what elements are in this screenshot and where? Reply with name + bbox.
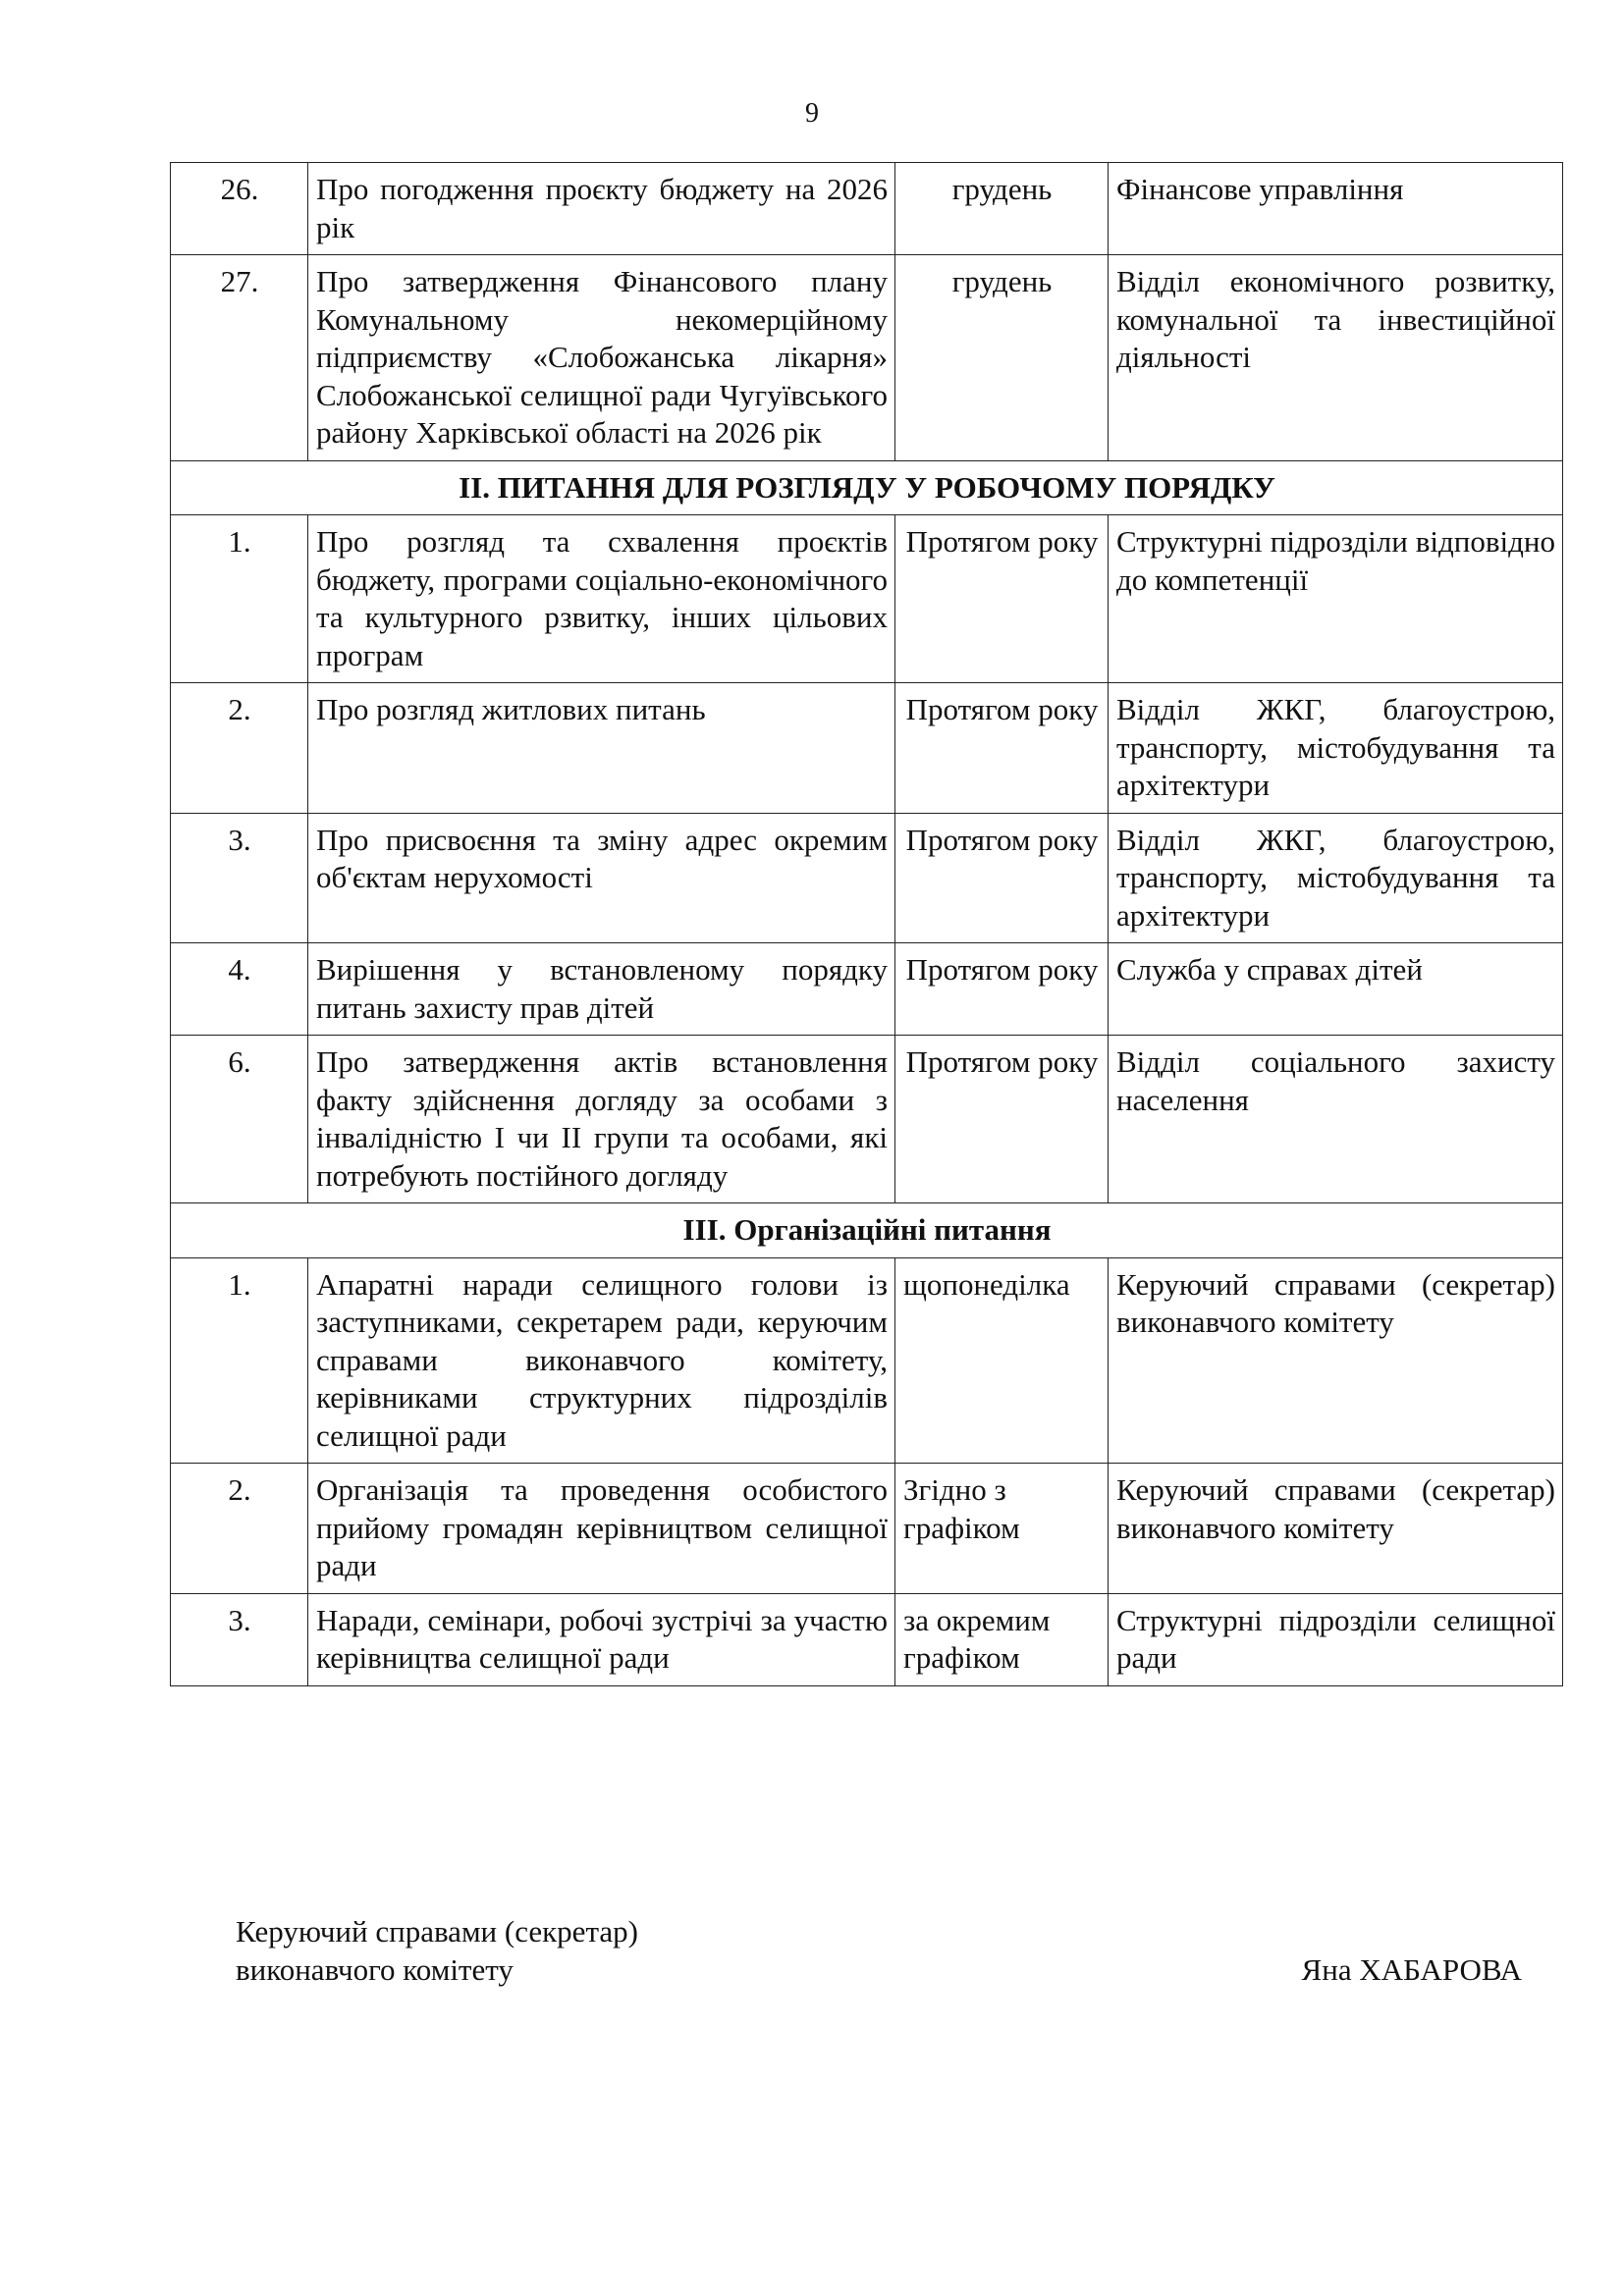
row-number: 4. <box>171 943 308 1036</box>
work-plan-table <box>170 162 1563 1686</box>
row-term: Протягом року <box>895 515 1109 683</box>
signatory-position-line2: виконавчого комітету <box>236 1951 514 1987</box>
row-responsible: Служба у справах дітей <box>1109 943 1563 1036</box>
table-row <box>171 1257 1563 1464</box>
row-topic: Про присвоєння та зміну адрес окремим об'єктам нерухомості <box>308 813 895 943</box>
row-term: грудень <box>895 163 1109 255</box>
row-term: Протягом року <box>895 1036 1109 1203</box>
table-row <box>171 1036 1563 1203</box>
row-number: 1. <box>171 1257 308 1464</box>
row-responsible: Відділ ЖКГ, благоустрою, транспорту, містобудування та архітектури <box>1109 813 1563 943</box>
row-topic: Про розгляд та схвалення проєктів бюджету, програми соціально-економічного та культурного рзвитку, інших цільових програм <box>308 515 895 683</box>
table-row <box>171 943 1563 1036</box>
section-header-row <box>171 1203 1563 1258</box>
row-responsible: Структурні підрозділи селищної ради <box>1109 1593 1563 1685</box>
row-term: за окремим графіком <box>895 1593 1109 1685</box>
row-term: Протягом року <box>895 683 1109 814</box>
row-number: 3. <box>171 813 308 943</box>
row-number: 1. <box>171 515 308 683</box>
table-row <box>171 1593 1563 1685</box>
row-topic: Організація та проведення особистого прийому громадян керівництвом селищної ради <box>308 1464 895 1594</box>
row-topic: Апаратні наради селищного голови із заступниками, секретарем ради, керуючим справами виконавчого комітету, керівниками структурних підрозділів селищної ради <box>308 1257 895 1464</box>
row-term: Протягом року <box>895 813 1109 943</box>
row-responsible: Керуючий справами (секретар) виконавчого комітету <box>1109 1257 1563 1464</box>
table-row <box>171 1464 1563 1594</box>
row-number: 2. <box>171 683 308 814</box>
section-header-row <box>171 460 1563 515</box>
row-topic: Наради, семінари, робочі зустрічі за участю керівництва селищної ради <box>308 1593 895 1685</box>
row-number: 2. <box>171 1464 308 1594</box>
row-term: Протягом року <box>895 943 1109 1036</box>
row-topic: Про погодження проєкту бюджету на 2026 рік <box>308 163 895 255</box>
row-responsible: Відділ економічного розвитку, комунальної та інвестиційної діяльності <box>1109 255 1563 461</box>
row-topic: Про затвердження актів встановлення факту здійснення догляду за особами з інвалідністю І чи ІІ групи та особами, які потребують постійного догляду <box>308 1036 895 1203</box>
row-responsible: Керуючий справами (секретар) виконавчого комітету <box>1109 1464 1563 1594</box>
row-term: щопонеділка <box>895 1257 1109 1464</box>
row-term: грудень <box>895 255 1109 461</box>
row-responsible: Відділ соціального захисту населення <box>1109 1036 1563 1203</box>
row-topic: Вирішення у встановленому порядку питань захисту прав дітей <box>308 943 895 1036</box>
signatory-name: Яна ХАБАРОВА <box>1301 1951 1522 1987</box>
table-row <box>171 163 1563 255</box>
section-title-3: ІІІ. Організаційні питання <box>171 1203 1563 1258</box>
row-number: 27. <box>171 255 308 461</box>
row-number: 26. <box>171 163 308 255</box>
table-row <box>171 683 1563 814</box>
row-responsible: Структурні підрозділи відповідно до компетенції <box>1109 515 1563 683</box>
row-responsible: Фінансове управління <box>1109 163 1563 255</box>
row-term: Згідно з графіком <box>895 1464 1109 1594</box>
row-topic: Про розгляд житлових питань <box>308 683 895 814</box>
signatory-position-line1: Керуючий справами (секретар) <box>236 1914 638 1949</box>
section-title-2: ІІ. ПИТАННЯ ДЛЯ РОЗГЛЯДУ У РОБОЧОМУ ПОРЯДКУ <box>171 460 1563 515</box>
row-number: 3. <box>171 1593 308 1685</box>
table-row <box>171 255 1563 461</box>
row-number: 6. <box>171 1036 308 1203</box>
row-topic: Про затвердження Фінансового плану Комунальному некомерційному підприємству «Слобожанська лікарня» Слобожанської селищної ради Чугуївського району Харківської області на 2026 рік <box>308 255 895 461</box>
table-row <box>171 515 1563 683</box>
table-row <box>171 813 1563 943</box>
signature-block <box>236 1913 1522 1989</box>
page-number: 9 <box>805 98 819 129</box>
row-responsible: Відділ ЖКГ, благоустрою, транспорту, містобудування та архітектури <box>1109 683 1563 814</box>
